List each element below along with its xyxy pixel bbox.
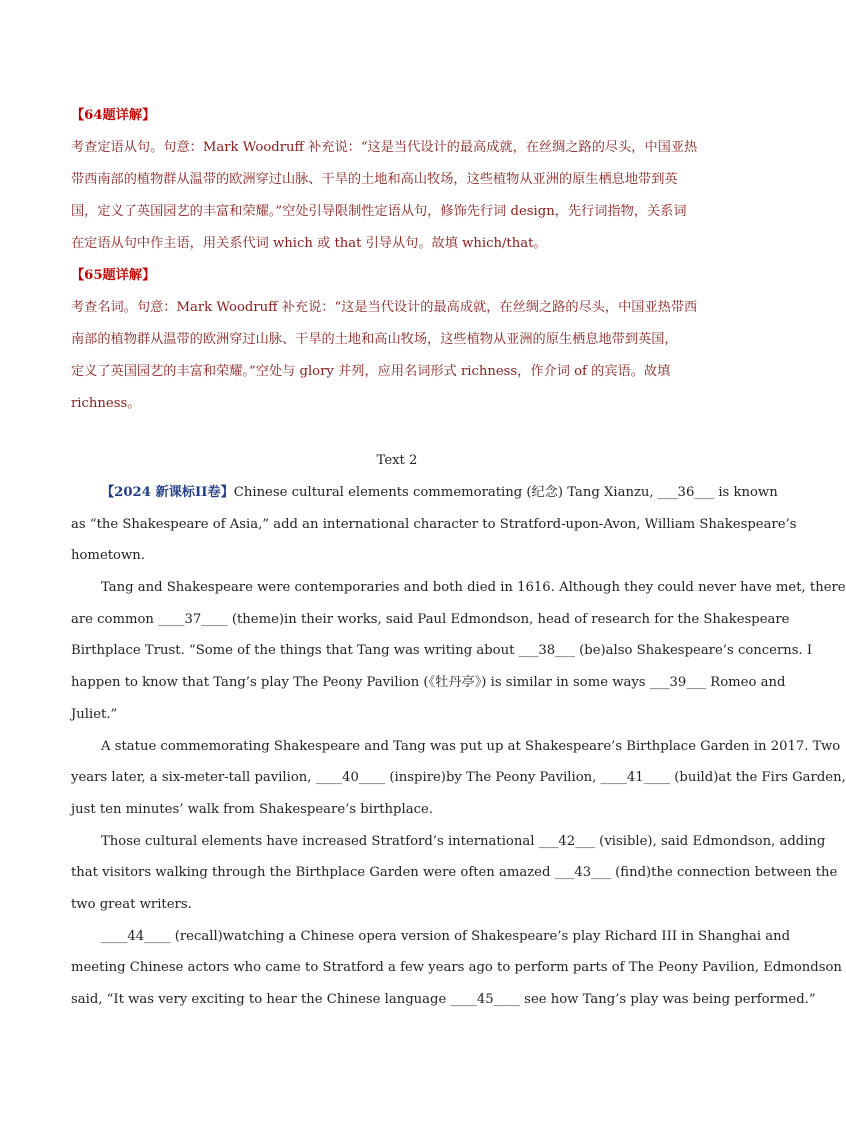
q64-line: 国，定义了英国园艺的丰富和荣耀。”空处引导限制性定语从句，修饰先行词 design，先行词指物，关系词 bbox=[71, 204, 687, 219]
passage-line: ____44____ (recall)watching a Chinese opera version of Shakespeare’s play Richard III in Shanghai and bbox=[101, 928, 791, 944]
passage-line: two great writers. bbox=[71, 896, 192, 912]
answer-explanations bbox=[71, 100, 723, 420]
passage-line: years later, a six-meter-tall pavilion, ____40____ (inspire)by The Peony Pavilion, ____41____ (build)at the Firs Garden, bbox=[71, 770, 846, 786]
q65-line: richness。 bbox=[71, 396, 141, 411]
q65-line: 南部的植物群从温带的欧洲穿过山脉、干旱的土地和高山牧场，这些植物从亚洲的原生栖息地带到英国， bbox=[71, 332, 678, 347]
passage-line: are common ____37____ (theme)in their works, said Paul Edmondson, head of research for the Shakespeare bbox=[71, 611, 790, 627]
passage-line: Birthplace Trust. “Some of the things that Tang was writing about ___38___ (be)also Shakespeare’s concerns. I bbox=[71, 643, 813, 659]
passage-line: said, “It was very exciting to hear the Chinese language ____45____ see how Tang’s play was being performed.” bbox=[71, 992, 816, 1007]
text2-title: Text 2 bbox=[376, 453, 418, 468]
passage-line: A statue commemorating Shakespeare and Tang was put up at Shakespeare’s Birthplace Garden in 2017. Two bbox=[101, 738, 841, 754]
passage-text: Chinese cultural elements commemorating (纪念) Tang Xianzu, ___36___ is known bbox=[233, 485, 778, 500]
q64-line: 考查定语从句。句意：Mark Woodruff 补充说：“这是当代设计的最高成就，在丝绸之路的尽头，中国亚热 bbox=[71, 140, 698, 155]
passage-line: hometown. bbox=[71, 548, 145, 564]
passage-line: Tang and Shakespeare were contemporaries and both died in 1616. Although they could never have met, there bbox=[101, 580, 846, 596]
q64-header: 【64题详解】 bbox=[71, 108, 156, 123]
passage-line: Juliet.” bbox=[71, 706, 118, 722]
q65-line: 定义了英国园艺的丰富和荣耀。”空处与 glory 并列，应用名词形式 richness，作介词 of 的宾语。故填 bbox=[71, 364, 671, 379]
passage-line: just ten minutes’ walk from Shakespeare’s birthplace. bbox=[71, 801, 433, 817]
source-tag: 【2024 新课标ⅠⅠ卷】 bbox=[101, 485, 234, 500]
q65-header: 【65题详解】 bbox=[71, 268, 156, 283]
passage-line: that visitors walking through the Birthplace Garden were often amazed ___43___ (find)the connection between the bbox=[71, 865, 838, 881]
passage-line: Those cultural elements have increased Stratford’s international ___42___ (visible), said Edmondson, adding bbox=[101, 833, 826, 849]
q65-line: 考查名词。句意：Mark Woodruff 补充说：“这是当代设计的最高成就，在丝绸之路的尽头，中国亚热带西 bbox=[71, 300, 698, 315]
passage-line bbox=[71, 477, 778, 509]
q64-line: 在定语从句中作主语，用关系代词 which 或 that 引导从句。故填 which/that。 bbox=[71, 236, 547, 251]
passage-line: happen to know that Tang’s play The Peony Pavilion (《牡丹亭》) is similar in some ways ___39___ Romeo and bbox=[71, 675, 786, 691]
passage-line: meeting Chinese actors who came to Stratford a few years ago to perform parts of The Peony Pavilion, Edmondson bbox=[71, 960, 842, 976]
text2-passage bbox=[71, 477, 846, 1016]
passage-line: as “the Shakespeare of Asia,” add an international character to Stratford-upon-Avon, William Shakespeare’s bbox=[71, 516, 797, 532]
q64-line: 带西南部的植物群从温带的欧洲穿过山脉、干旱的土地和高山牧场，这些植物从亚洲的原生栖息地带到英 bbox=[71, 172, 678, 187]
